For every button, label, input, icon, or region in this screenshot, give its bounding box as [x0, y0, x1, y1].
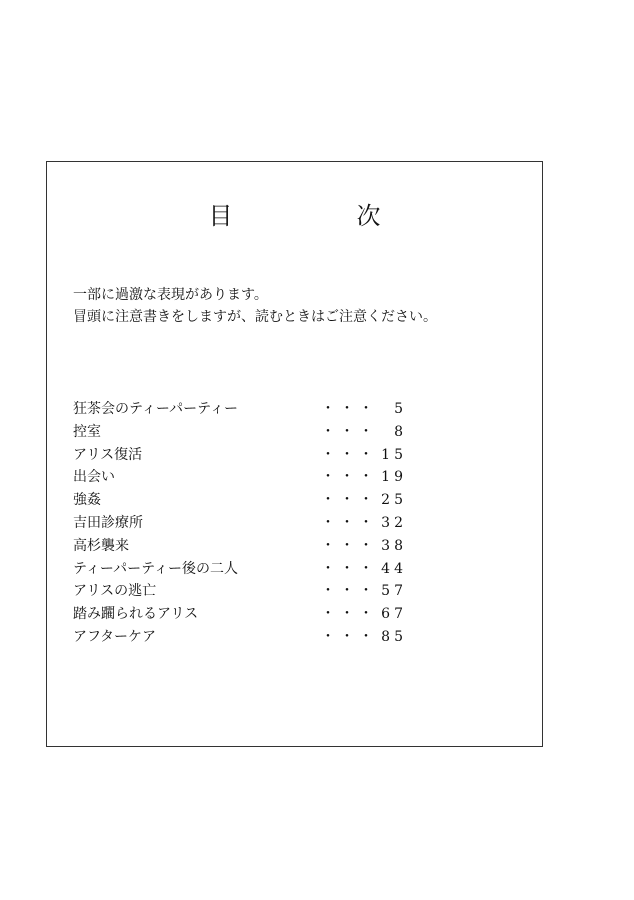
toc-entry-title: 控室 [73, 423, 101, 440]
toc-entry [73, 398, 407, 421]
toc-frame [46, 161, 543, 747]
toc-entry-leader: ・・・ [321, 423, 378, 440]
page-title: 目 次 [208, 202, 431, 230]
toc-entry-title: 強姦 [73, 492, 101, 509]
toc-entry [73, 535, 407, 558]
toc-entry-title: アリス復活 [73, 446, 143, 463]
toc-entry-leader: ・・・ [321, 492, 378, 509]
toc-entry-title: 踏み躙られるアリス [73, 606, 199, 623]
warning-line-1: 一部に過激な表現があります。 [73, 287, 268, 303]
toc-entry [73, 489, 407, 512]
toc-entry-title: アリスの逃亡 [73, 583, 157, 600]
toc-entry [73, 512, 407, 535]
toc-entry-title: ティーパーティー後の二人 [73, 560, 239, 577]
toc-entry-leader: ・・・ [321, 401, 378, 417]
toc-entry-page: 19 [381, 469, 407, 486]
table-of-contents [73, 398, 407, 649]
toc-entry [73, 580, 407, 603]
toc-entry-page: 38 [381, 537, 407, 554]
toc-entry-page: 44 [381, 560, 407, 577]
toc-entry-leader: ・・・ [321, 606, 378, 623]
toc-entry [73, 444, 407, 467]
toc-entry-leader: ・・・ [321, 514, 378, 531]
toc-entry-page: 5 [394, 401, 407, 417]
toc-entry-page: 67 [381, 606, 407, 623]
toc-entry-leader: ・・・ [321, 469, 378, 486]
toc-entry-page: 57 [381, 583, 407, 600]
toc-entry [73, 626, 407, 649]
toc-entry-page: 15 [381, 446, 407, 463]
toc-entry [73, 603, 407, 626]
toc-entry-page: 8 [394, 423, 407, 440]
warning-line-2: 冒頭に注意書きをしますが、読むときはご注意ください。 [73, 309, 437, 325]
toc-entry-title: 吉田診療所 [73, 514, 143, 531]
toc-entry-page: 85 [381, 628, 407, 645]
toc-entry-title: 出会い [73, 469, 115, 486]
toc-entry [73, 466, 407, 489]
toc-entry [73, 558, 407, 581]
toc-entry-leader: ・・・ [321, 583, 378, 600]
toc-entry-title: 狂茶会のティーパーティー [73, 401, 239, 417]
toc-entry-page: 32 [381, 514, 407, 531]
toc-entry-leader: ・・・ [321, 560, 378, 577]
toc-entry-title: 高杉襲来 [73, 537, 129, 554]
toc-entry [73, 421, 407, 444]
content-warning [73, 284, 437, 328]
toc-entry-page: 25 [381, 492, 407, 509]
toc-entry-leader: ・・・ [321, 628, 378, 645]
toc-entry-title: アフターケア [73, 628, 157, 645]
toc-entry-leader: ・・・ [321, 537, 378, 554]
toc-entry-leader: ・・・ [321, 446, 378, 463]
